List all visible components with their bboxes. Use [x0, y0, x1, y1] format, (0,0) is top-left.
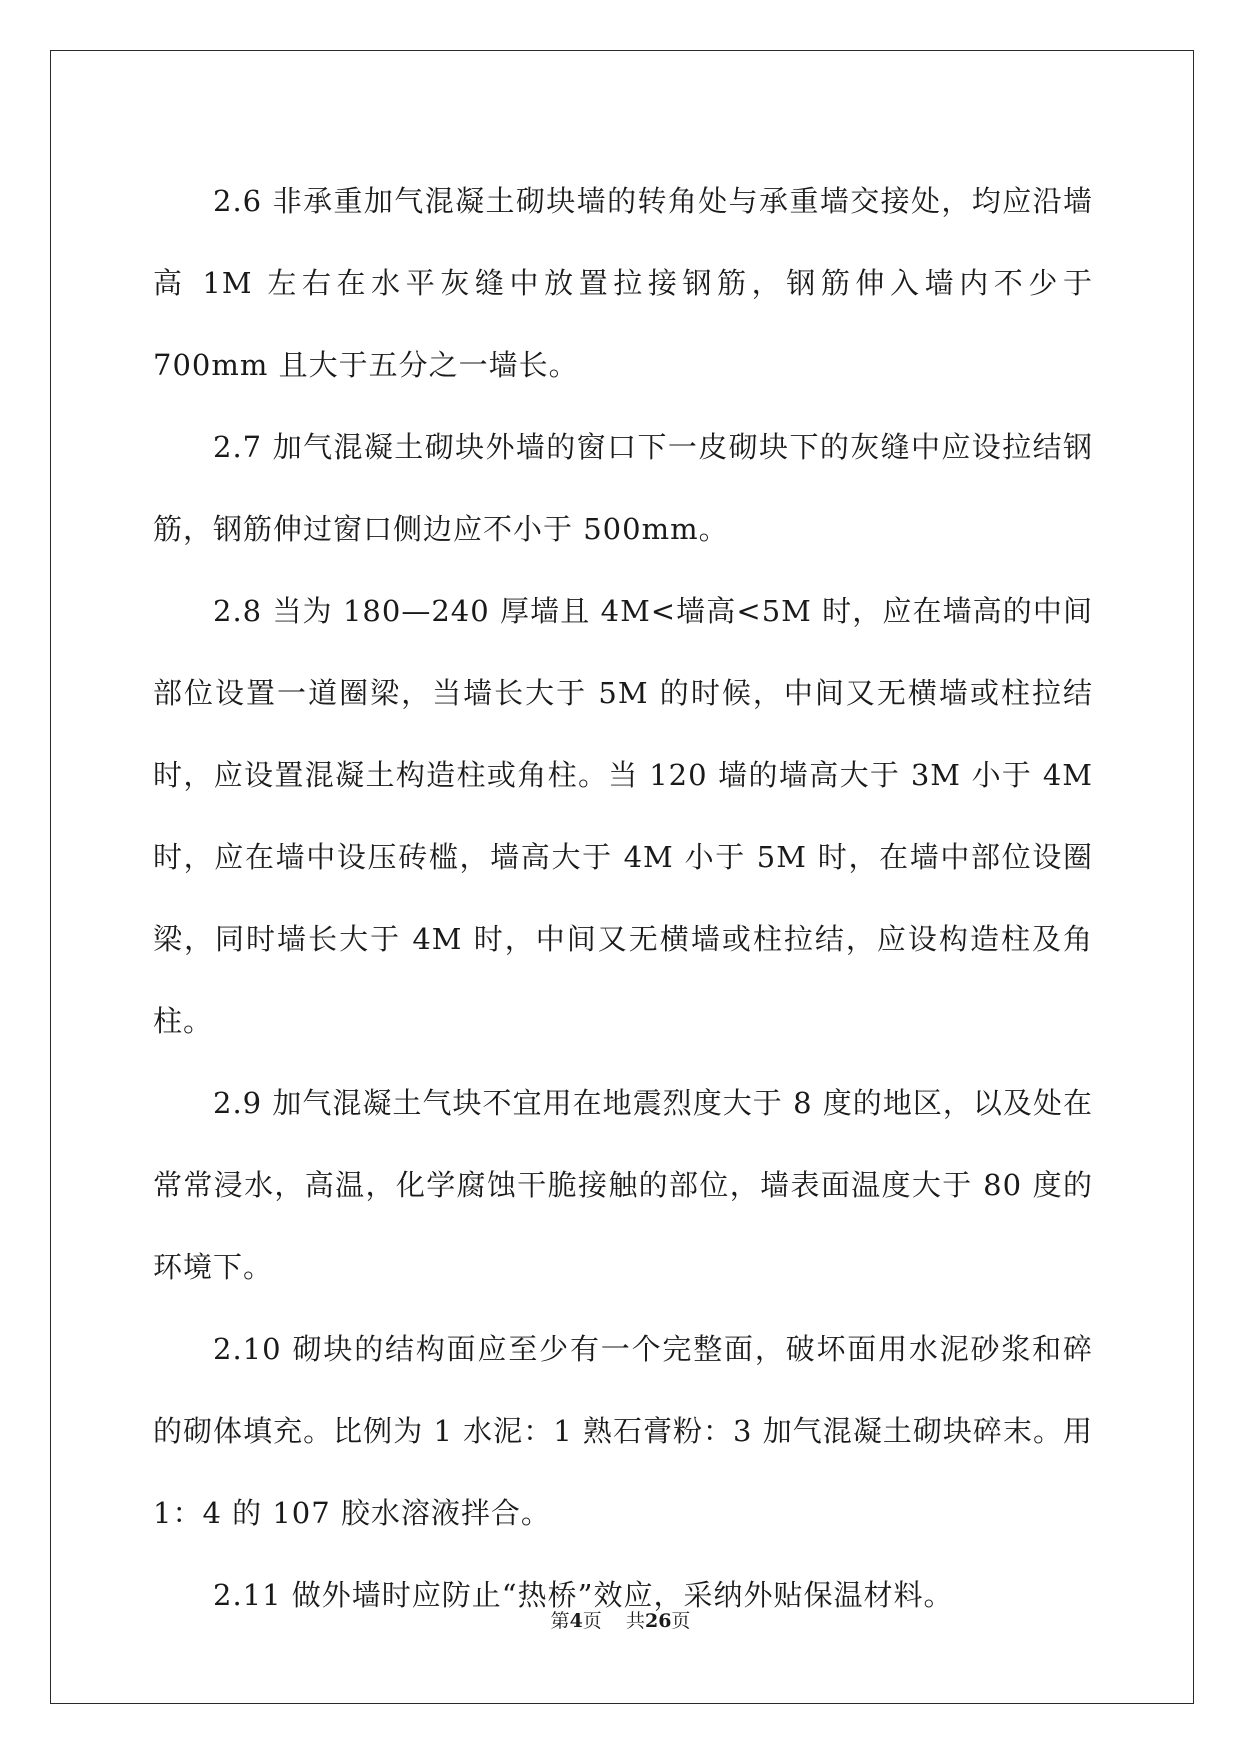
paragraph-2-10: 2.10 砌块的结构面应至少有一个完整面，破坏面用水泥砂浆和碎的砌体填充。比例为 1 水泥：1 熟石膏粉：3 加气混凝土砌块碎末。用 1：4 的 107 胶水溶液拌合。 [153, 1332, 1093, 1530]
footer-mid: 页 共 [582, 1610, 645, 1632]
current-page-number: 4 [569, 1610, 583, 1632]
paragraph-2-8: 2.8 当为 180—240 厚墙且 4M<墙高<5M 时，应在墙高的中间部位设置一道圈梁，当墙长大于 5M 的时候，中间又无横墙或柱拉结时，应设置混凝土构造柱或角柱。当 120 墙的墙高大于 3M 小于 4M 时，应在墙中设压砖槛，墙高大于 4M 小于 5M 时，在墙中部位设圈梁，同时墙长大于 4M 时，中间又无横墙或柱拉结，应设构造柱及角柱。 [153, 594, 1093, 1038]
footer-prefix: 第 [550, 1610, 570, 1632]
document-body [153, 160, 1093, 1636]
paragraph-2-9: 2.9 加气混凝土气块不宜用在地震烈度大于 8 度的地区，以及处在常常浸水，高温，化学腐蚀干脆接触的部位，墙表面温度大于 80 度的环境下。 [153, 1086, 1093, 1284]
page-footer [0, 1606, 1241, 1633]
paragraph-2-6: 2.6 非承重加气混凝土砌块墙的转角处与承重墙交接处，均应沿墙高 1M 左右在水平灰缝中放置拉接钢筋，钢筋伸入墙内不少于 700mm 且大于五分之一墙长。 [153, 184, 1093, 382]
paragraph-2-11: 2.11 做外墙时应防止“热桥”效应，采纳外贴保温材料。 [213, 1578, 954, 1612]
footer-suffix: 页 [671, 1610, 691, 1632]
paragraph-2-7: 2.7 加气混凝土砌块外墙的窗口下一皮砌块下的灰缝中应设拉结钢筋，钢筋伸过窗口侧边应不小于 500mm。 [153, 430, 1093, 546]
total-page-count: 26 [644, 1610, 672, 1632]
